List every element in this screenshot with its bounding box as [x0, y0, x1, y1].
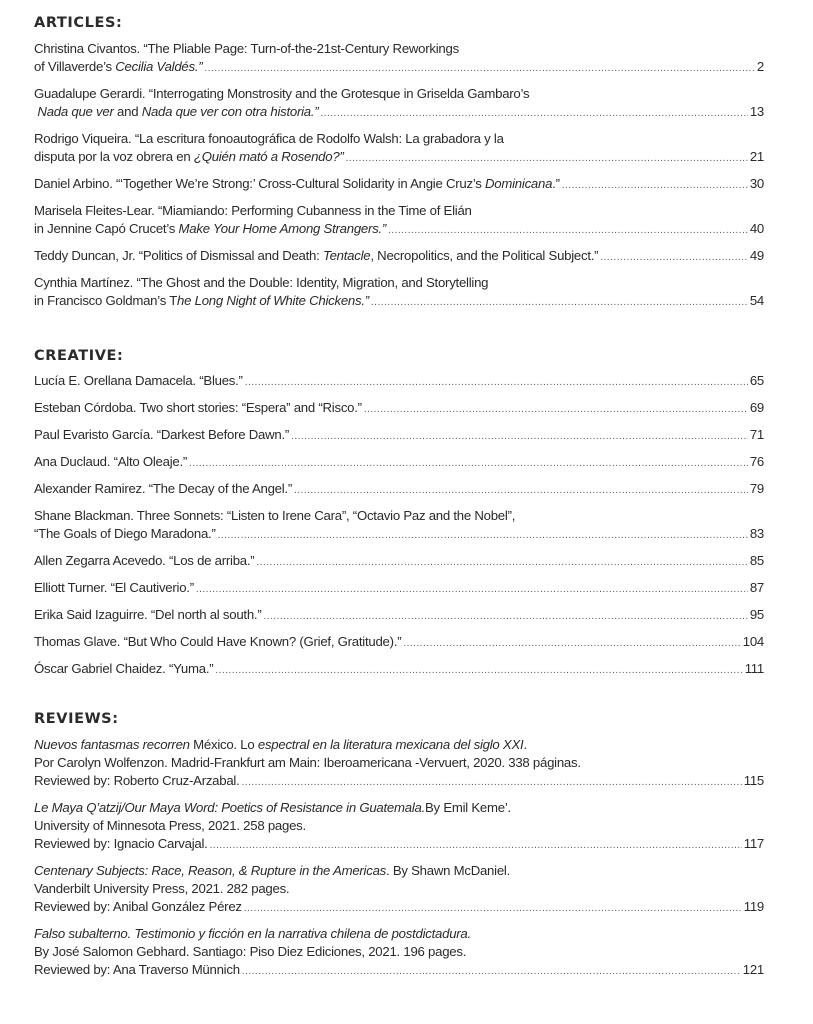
page-number: 87 [749, 580, 764, 595]
leader-dots [294, 482, 748, 500]
page-number: 111 [744, 661, 764, 676]
toc-entry[interactable] [34, 130, 764, 168]
page-number: 71 [749, 427, 764, 442]
page-number: 121 [742, 962, 764, 977]
toc-entry[interactable] [34, 660, 764, 680]
section-articles [34, 12, 764, 319]
toc-entry[interactable] [34, 507, 764, 545]
entry-line: Teddy Duncan, Jr. “Politics of Dismissal and Death: Tentacle, Necropolitics, and the Political Subject.” [34, 248, 599, 263]
entry-line: Paul Evaristo García. “Darkest Before Dawn.” [34, 427, 290, 442]
section-reviews [34, 708, 764, 988]
toc-entry[interactable] [34, 736, 764, 792]
entry-line: Elliott Turner. “El Cautiverio.” [34, 580, 194, 595]
toc-entry[interactable] [34, 552, 764, 572]
entry-line: Nuevos fantasmas recorren México. Lo espectral en la literatura mexicana del siglo XXI. [34, 737, 527, 752]
section-creative [34, 345, 764, 687]
leader-dots [196, 581, 748, 599]
entry-line: Alexander Ramirez. “The Decay of the Angel.” [34, 481, 293, 496]
entry-line: Esteban Córdoba. Two short stories: “Espera” and “Risco.” [34, 400, 362, 415]
reviewer-line: Reviewed by: Ignacio Carvajal. [34, 836, 208, 851]
entry-line: Marisela Fleites-Lear. “Miamiando: Performing Cubanness in the Time of Elián [34, 203, 472, 218]
reviewer-line: Reviewed by: Ana Traverso Münnich [34, 962, 240, 977]
page-number: 30 [749, 176, 764, 191]
entry-line: Rodrigo Viqueira. “La escritura fonoautográfica de Rodolfo Walsh: La grabadora y la [34, 131, 504, 146]
leader-dots [210, 837, 742, 855]
leader-dots [244, 900, 742, 918]
toc-entry[interactable] [34, 40, 764, 78]
toc-entry[interactable] [34, 925, 764, 981]
leader-dots [371, 294, 748, 312]
entry-line: “The Goals of Diego Maradona.” [34, 526, 216, 541]
leader-dots [403, 635, 740, 653]
toc-entry[interactable] [34, 453, 764, 473]
page-number: 54 [749, 293, 764, 308]
entry-line: in Francisco Goldman’s The Long Night of White Chickens.” [34, 293, 369, 308]
toc-entry[interactable] [34, 175, 764, 195]
leader-dots [215, 662, 742, 680]
leader-dots [263, 608, 747, 626]
leader-dots [242, 774, 742, 792]
page-number: 119 [743, 899, 764, 914]
entry-line: Falso subalterno. Testimonio y ficción en la narrativa chilena de postdictadura. [34, 926, 471, 941]
leader-dots [600, 249, 748, 267]
entry-line: University of Minnesota Press, 2021. 258 pages. [34, 818, 306, 833]
entry-line: By José Salomon Gebhard. Santiago: Piso Diez Ediciones, 2021. 196 pages. [34, 944, 467, 959]
toc-entry[interactable] [34, 606, 764, 626]
page-number: 83 [749, 526, 764, 541]
reviewer-line: Reviewed by: Anibal González Pérez [34, 899, 242, 914]
section-heading-creative: CREATIVE: [34, 348, 124, 364]
entry-line: Cynthia Martínez. “The Ghost and the Double: Identity, Migration, and Storytelling [34, 275, 489, 290]
page-number: 65 [749, 373, 764, 388]
entry-line: in Jennine Capó Crucet’s Make Your Home Among Strangers.” [34, 221, 387, 236]
entry-line: Vanderbilt University Press, 2021. 282 pages. [34, 881, 290, 896]
toc-entry[interactable] [34, 202, 764, 240]
page-number: 49 [749, 248, 764, 263]
page-number: 95 [749, 607, 764, 622]
section-heading-articles: ARTICLES: [34, 15, 123, 31]
entry-line: Christina Civantos. “The Pliable Page: Turn-of-the-21st-Century Reworkings [34, 41, 459, 56]
entry-line: Thomas Glave. “But Who Could Have Known? (Grief, Gratitude).” [34, 634, 402, 649]
entry-line: of Villaverde’s Cecilia Valdés.” [34, 59, 203, 74]
toc-entry[interactable] [34, 274, 764, 312]
leader-dots [242, 963, 741, 981]
leader-dots [189, 455, 748, 473]
toc-entry[interactable] [34, 247, 764, 267]
leader-dots [245, 374, 748, 392]
section-heading-reviews: REVIEWS: [34, 711, 119, 727]
page-number: 13 [749, 104, 764, 119]
toc-entry[interactable] [34, 480, 764, 500]
leader-dots [364, 401, 748, 419]
entry-line: Centenary Subjects: Race, Reason, & Rupture in the Americas. By Shawn McDaniel. [34, 863, 510, 878]
entry-line: Erika Said Izaguirre. “Del north al south.” [34, 607, 262, 622]
toc-entry[interactable] [34, 633, 764, 653]
page-number: 115 [743, 773, 764, 788]
leader-dots [320, 105, 747, 123]
toc-entry[interactable] [34, 372, 764, 392]
leader-dots [388, 222, 748, 240]
toc-entry[interactable] [34, 85, 764, 123]
entry-line: Guadalupe Gerardi. “Interrogating Monstrosity and the Grotesque in Griselda Gambaro’s [34, 86, 530, 101]
toc-entry[interactable] [34, 399, 764, 419]
page-number: 21 [749, 149, 764, 164]
reviewer-line: Reviewed by: Roberto Cruz-Arzabal. [34, 773, 240, 788]
entry-line: Lucía E. Orellana Damacela. “Blues.” [34, 373, 243, 388]
entry-line: Óscar Gabriel Chaidez. “Yuma.” [34, 661, 214, 676]
page-number: 69 [749, 400, 764, 415]
page-number: 117 [743, 836, 764, 851]
page-number: 76 [749, 454, 764, 469]
toc-entry[interactable] [34, 799, 764, 855]
leader-dots [256, 554, 747, 572]
toc-entry[interactable] [34, 862, 764, 918]
entry-line: Daniel Arbino. “‘Together We’re Strong:’ Cross-Cultural Solidarity in Angie Cruz’s Dominicana.” [34, 176, 560, 191]
entry-line: Nada que ver and Nada que ver con otra historia.” [37, 104, 319, 119]
toc-entry[interactable] [34, 426, 764, 446]
entry-line: disputa por la voz obrera en ¿Quién mató a Rosendo?” [34, 149, 344, 164]
leader-dots [204, 60, 754, 78]
page-number: 85 [749, 553, 764, 568]
leader-dots [562, 177, 748, 195]
page-number: 104 [742, 634, 764, 649]
entry-line: Ana Duclaud. “Alto Oleaje.” [34, 454, 188, 469]
page-number: 2 [756, 59, 764, 74]
leader-dots [218, 527, 748, 545]
entry-line: Shane Blackman. Three Sonnets: “Listen to Irene Cara”, “Octavio Paz and the Nobel”, [34, 508, 516, 523]
entry-line: Por Carolyn Wolfenzon. Madrid-Frankfurt am Main: Iberoamericana -Vervuert, 2020. 338 páginas. [34, 755, 581, 770]
entry-line: Le Maya Q’atzij/Our Maya Word: Poetics of Resistance in Guatemala.By Emil Keme’. [34, 800, 511, 815]
page-number: 79 [749, 481, 764, 496]
entry-line: Allen Zegarra Acevedo. “Los de arriba.” [34, 553, 255, 568]
leader-dots [346, 150, 748, 168]
leader-dots [291, 428, 748, 446]
toc-entry[interactable] [34, 579, 764, 599]
page-number: 40 [749, 221, 764, 236]
